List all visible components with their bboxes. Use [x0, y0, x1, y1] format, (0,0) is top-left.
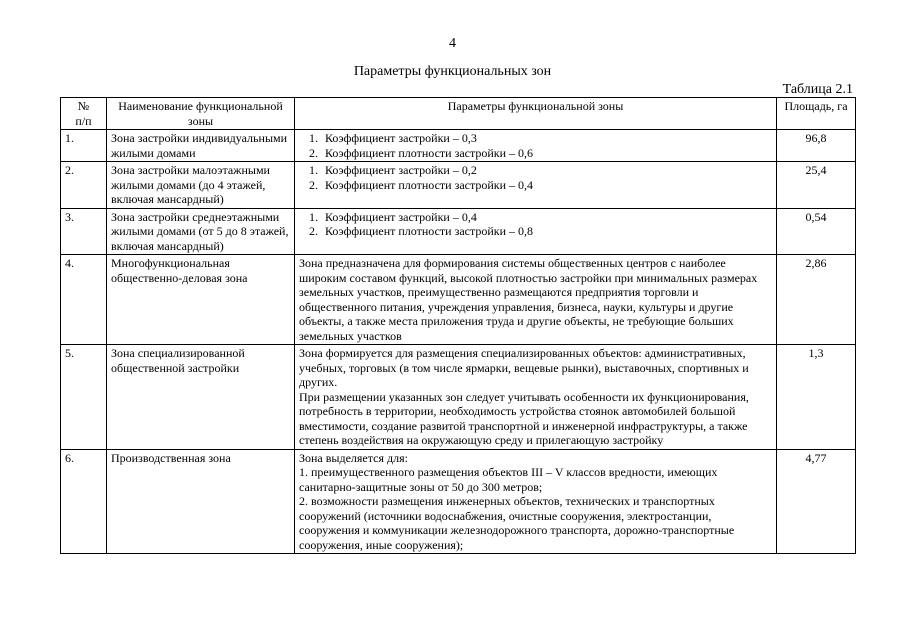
zone-area: 1,3 [777, 345, 856, 450]
header-num: № п/п [61, 98, 107, 130]
zone-params [295, 130, 777, 162]
params-text: 1. преимущественного размещения объектов III – V классов вредности, имеющих санитарно-защитные зоны от 50 до 300 метров; [299, 465, 718, 494]
table-row [61, 449, 856, 554]
header-area: Площадь, га [777, 98, 856, 130]
zone-params [295, 449, 777, 554]
coef-item: 2. Коэффициент плотности застройки – 0,6 [321, 146, 772, 161]
zone-name: Многофункциональная общественно-деловая зона [107, 255, 295, 345]
coef-item: 1. Коэффициент застройки – 0,4 [321, 210, 772, 225]
zone-params [295, 208, 777, 255]
row-num: 6. [61, 449, 107, 554]
zone-area: 96,8 [777, 130, 856, 162]
row-num: 3. [61, 208, 107, 255]
coef-item: 1. Коэффициент застройки – 0,2 [321, 163, 772, 178]
table-row [61, 255, 856, 345]
row-num: 5. [61, 345, 107, 450]
coef-item: 1. Коэффициент застройки – 0,3 [321, 131, 772, 146]
params-text: При размещении указанных зон следует учитывать особенности их функционирования, потребность в территории, необходимость устройства стоянок автомобилей большой вместимости, создание развитой транспортной и инженерной инфраструктуры, а также степень воздействия на окружающую среду и прилегающую застройку [299, 389, 749, 447]
zone-name: Зона застройки среднеэтажными жилыми домами (от 5 до 8 этажей, включая мансардный) [107, 208, 295, 255]
zone-area: 2,86 [777, 255, 856, 345]
zone-params [295, 255, 777, 345]
table-header-row [61, 98, 856, 130]
params-text: Зона выделяется для: [299, 450, 408, 465]
zone-params [295, 162, 777, 209]
header-name: Наименование функциональной зоны [107, 98, 295, 130]
zone-area: 25,4 [777, 162, 856, 209]
table-row [61, 208, 856, 255]
zone-name: Производственная зона [107, 449, 295, 554]
zone-area: 4,77 [777, 449, 856, 554]
row-num: 4. [61, 255, 107, 345]
zone-params [295, 345, 777, 450]
zone-area: 0,54 [777, 208, 856, 255]
parameters-table [60, 97, 856, 554]
row-num: 1. [61, 130, 107, 162]
row-num: 2. [61, 162, 107, 209]
coef-item: 2. Коэффициент плотности застройки – 0,4 [321, 178, 772, 193]
zone-name: Зона специализированной общественной застройки [107, 345, 295, 450]
table-caption: Таблица 2.1 [782, 82, 853, 97]
params-text: Зона формируется для размещения специализированных объектов: административных, учебных, торговых (в том числе ярмарки, вещевые рынки), выставочных, спортивных и других. [299, 346, 749, 389]
coef-item: 2. Коэффициент плотности застройки – 0,8 [321, 224, 772, 239]
page-number: 4 [449, 36, 456, 51]
params-text: Зона предназначена для формирования системы общественных центров с наиболее широким составом функций, высокой плотностью застройки при минимальных размерах земельных участков, преимущественно размещаются предприятия торговли и общественного питания, учреждения управления, бизнеса, науки, культуры и другие объекты, а также места приложения труда и другие объекты, не требующие больших земельных участков [299, 256, 758, 343]
table-row [61, 130, 856, 162]
table-row [61, 345, 856, 450]
header-params: Параметры функциональной зоны [295, 98, 777, 130]
document-title: Параметры функциональных зон [353, 64, 552, 79]
zone-name: Зона застройки малоэтажными жилыми домами (до 4 этажей, включая мансардный) [107, 162, 295, 209]
zone-name: Зона застройки индивидуальными жилыми домами [107, 130, 295, 162]
params-text: 2. возможности размещения инженерных объектов, технических и транспортных сооружений (источники водоснабжения, очистные сооружения, электростанции, сооружения и коммуникации железнодорожного транспорта, дорожно-транспортные сооружения, иные сооружения); [299, 494, 735, 552]
table-row [61, 162, 856, 209]
